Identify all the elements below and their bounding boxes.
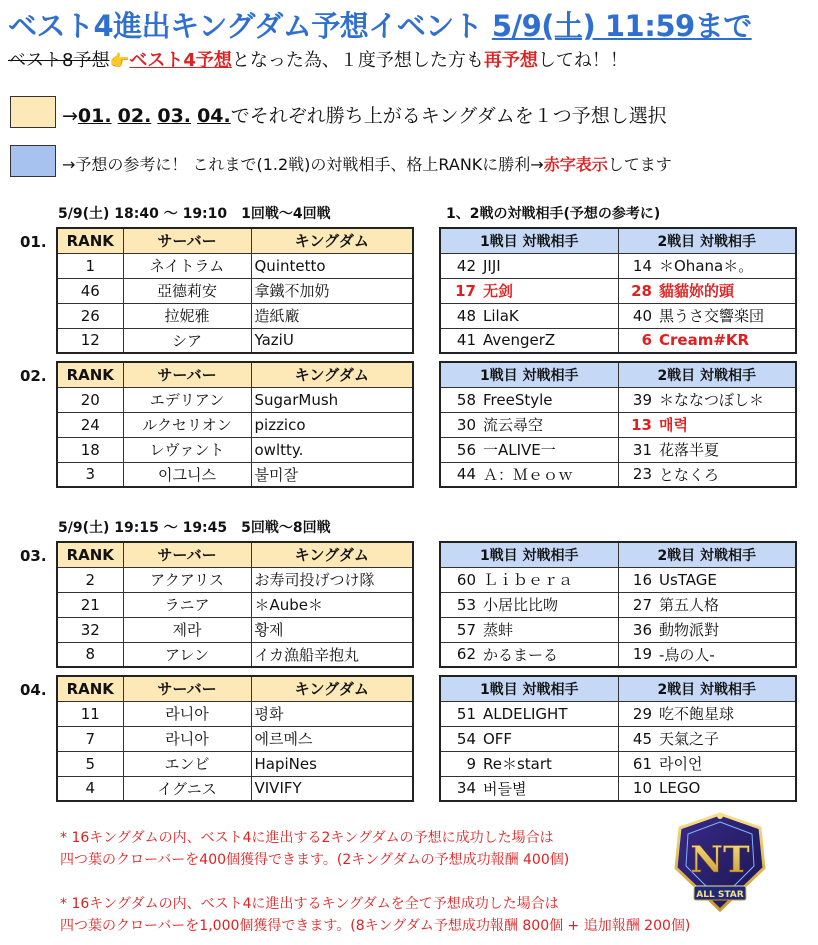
opponent-kingdom: 매력 [656, 412, 796, 437]
group-label: 04. [20, 681, 47, 699]
opponent-kingdom: -鳥の人- [656, 642, 796, 667]
server-header: サーバー [123, 676, 251, 701]
opponent-row [440, 437, 796, 462]
legend-num-04: 04. [197, 105, 231, 127]
rank-cell: 8 [57, 642, 123, 667]
kingdom-header: キングダム [251, 362, 413, 387]
kingdom-cell: YaziU [251, 328, 413, 353]
first-opponent-header: 1戦目 対戦相手 [440, 228, 618, 253]
server-cell: 이그니스 [123, 462, 251, 487]
kingdom-cell: SugarMush [251, 387, 413, 412]
opponent-rank: 17 [440, 278, 480, 303]
first-opponent-header: 1戦目 対戦相手 [440, 676, 618, 701]
second-opponent-header: 2戦目 対戦相手 [618, 676, 796, 701]
notice-end: してね！！ [537, 50, 628, 71]
server-cell: 제라 [123, 617, 251, 642]
opponent-row [440, 776, 796, 801]
opponent-rank: 28 [618, 278, 656, 303]
server-cell: 라니아 [123, 701, 251, 726]
legend-item2-suffix: してます [607, 155, 672, 174]
kingdom-cell: 造紙廠 [251, 303, 413, 328]
legend-item1-text: でそれぞれ勝ち上がるキングダムを１つ予想し選択 [230, 105, 667, 127]
opponent-kingdom: Re＊start [480, 751, 618, 776]
notice-mid: となった為、１度予想した方も [231, 50, 484, 71]
footnote-2-line-1: * 16キングダムの内、ベスト4に進出するキングダムを全て予想成功した場合は [60, 896, 559, 912]
rank-header: RANK [57, 362, 123, 387]
opponent-rank: 54 [440, 726, 480, 751]
kingdom-table [56, 541, 414, 668]
opponent-kingdom: 라이언 [656, 751, 796, 776]
kingdom-cell: 황제 [251, 617, 413, 642]
legend-arrow: → [62, 105, 78, 127]
server-cell: ルクセリオン [123, 412, 251, 437]
opponent-kingdom: JIJI [480, 253, 618, 278]
table-row[interactable] [57, 642, 413, 667]
session-2-label: 5/9(土) 19:15 〜 19:45 5回戦〜8回戦 [58, 520, 331, 536]
opponent-kingdom: Ｌｉｂｅｒａ [480, 567, 618, 592]
opponent-row [440, 642, 796, 667]
opponent-row [440, 726, 796, 751]
first-opponent-header: 1戦目 対戦相手 [440, 362, 618, 387]
opponent-row [440, 412, 796, 437]
opponent-kingdom: UsTAGE [656, 567, 796, 592]
server-cell: アクアリス [123, 567, 251, 592]
opponent-table [439, 361, 797, 488]
kingdom-header: キングダム [251, 228, 413, 253]
legend-num-02: 02. [117, 105, 152, 127]
opponent-rank: 10 [618, 776, 656, 801]
kingdom-cell: ＊Aube＊ [251, 592, 413, 617]
kingdom-cell: pizzico [251, 412, 413, 437]
server-cell: 拉妮雅 [123, 303, 251, 328]
second-opponent-header: 2戦目 対戦相手 [618, 362, 796, 387]
second-opponent-header: 2戦目 対戦相手 [618, 542, 796, 567]
opponent-row [440, 328, 796, 353]
opponent-rank: 56 [440, 437, 480, 462]
legend-yellow-text [62, 101, 667, 128]
opponent-rank: 53 [440, 592, 480, 617]
legend-num-01: 01. [77, 105, 112, 127]
table-row[interactable] [57, 592, 413, 617]
opponent-kingdom: LilaK [480, 303, 618, 328]
opponent-kingdom: 花落半夏 [656, 437, 796, 462]
server-cell: 라니아 [123, 726, 251, 751]
opponent-kingdom: 第五人格 [656, 592, 796, 617]
server-cell: アレン [123, 642, 251, 667]
rank-cell: 46 [57, 278, 123, 303]
server-cell: エデリアン [123, 387, 251, 412]
opponent-row [440, 567, 796, 592]
opponent-kingdom: 无剑 [480, 278, 618, 303]
kingdom-cell: イカ漁船辛抱丸 [251, 642, 413, 667]
title-deadline: 5/9(土) 11:59まで [491, 9, 752, 43]
opponent-row [440, 751, 796, 776]
opponent-row [440, 592, 796, 617]
opponent-rank: 44 [440, 462, 480, 487]
rank-header: RANK [57, 542, 123, 567]
group-label: 01. [20, 233, 47, 251]
opponent-kingdom: かるまーる [480, 642, 618, 667]
legend-yellow-swatch [10, 96, 56, 128]
footnote-2 [60, 893, 690, 937]
opponent-table [439, 227, 797, 354]
server-cell: イグニス [123, 776, 251, 801]
rank-cell: 4 [57, 776, 123, 801]
opponent-row [440, 253, 796, 278]
opponent-kingdom: ALDELIGHT [480, 701, 618, 726]
opponent-kingdom: ＊Ohana＊。 [656, 253, 796, 278]
opponent-kingdom: 黒うさ交響楽団 [656, 303, 796, 328]
rank-header: RANK [57, 228, 123, 253]
table-row[interactable] [57, 776, 413, 801]
notice-line [8, 46, 628, 72]
session-1-label: 5/9(土) 18:40 〜 19:10 1回戦〜4回戦 [58, 206, 331, 222]
first-opponent-header: 1戦目 対戦相手 [440, 542, 618, 567]
opponent-kingdom: 流云尋空 [480, 412, 618, 437]
rank-cell: 3 [57, 462, 123, 487]
rank-cell: 11 [57, 701, 123, 726]
table-row[interactable] [57, 726, 413, 751]
notice-red: 再予想 [483, 50, 538, 71]
server-header: サーバー [123, 362, 251, 387]
opponent-kingdom: 蒸蚌 [480, 617, 618, 642]
table-row[interactable] [57, 387, 413, 412]
notice-highlight: ベスト4予想 [129, 50, 232, 71]
opponent-row [440, 701, 796, 726]
server-cell: ネイトラム [123, 253, 251, 278]
opponent-rank: 60 [440, 567, 480, 592]
rank-cell: 20 [57, 387, 123, 412]
rank-header: RANK [57, 676, 123, 701]
kingdom-table [56, 675, 414, 802]
opponent-kingdom: 天氣之子 [656, 726, 796, 751]
server-cell: 亞德莉安 [123, 278, 251, 303]
opponent-rank: 39 [618, 387, 656, 412]
opponent-kingdom: ＊ななつぼし＊ [656, 387, 796, 412]
table-row[interactable] [57, 617, 413, 642]
opponent-rank: 19 [618, 642, 656, 667]
table-row[interactable] [57, 303, 413, 328]
opponent-rank: 57 [440, 617, 480, 642]
opponent-table [439, 541, 797, 668]
server-cell: レヴァント [123, 437, 251, 462]
opponent-rank: 31 [618, 437, 656, 462]
legend-item2-red: 赤字表示 [543, 155, 608, 174]
opponent-kingdom: となくろ [656, 462, 796, 487]
table-row[interactable] [57, 253, 413, 278]
opponent-kingdom: 小居比比吻 [480, 592, 618, 617]
opponent-kingdom: Cream#KR [656, 328, 796, 353]
table-row[interactable] [57, 328, 413, 353]
second-opponent-header: 2戦目 対戦相手 [618, 228, 796, 253]
opponent-kingdom: 버들별 [480, 776, 618, 801]
notice-struck: ベスト8予想 [8, 50, 110, 71]
opponent-rank: 40 [618, 303, 656, 328]
server-header: サーバー [123, 542, 251, 567]
title-main: ベスト4進出キングダム予想イベント [8, 9, 492, 43]
rank-cell: 12 [57, 328, 123, 353]
footnote-1 [60, 827, 569, 871]
opponent-rank: 58 [440, 387, 480, 412]
server-header: サーバー [123, 228, 251, 253]
server-cell: シア [123, 328, 251, 353]
server-cell: ラニア [123, 592, 251, 617]
nt-all-star-logo [664, 808, 776, 918]
opponent-rank: 42 [440, 253, 480, 278]
footnote-2-line-2: 四つ葉のクローバーを1,000個獲得できます。(8キングダム予想成功報酬 800個 + 追加報酬 200個) [60, 918, 691, 934]
rank-cell: 32 [57, 617, 123, 642]
rank-cell: 24 [57, 412, 123, 437]
footnote-1-line-1: * 16キングダムの内、ベスト4に進出する2キングダムの予想に成功した場合は [60, 830, 554, 846]
legend-item2-prefix: →予想の参考に！ これまで(1.2戦)の対戦相手、格上RANKに勝利→ [62, 155, 544, 174]
rank-cell: 18 [57, 437, 123, 462]
kingdom-table [56, 361, 414, 488]
table-row[interactable] [57, 567, 413, 592]
rank-cell: 7 [57, 726, 123, 751]
opponent-rank: 16 [618, 567, 656, 592]
opponent-rank: 29 [618, 701, 656, 726]
footnote-1-line-2: 四つ葉のクローバーを400個獲得できます。(2キングダムの予想成功報酬 400個) [60, 852, 570, 868]
opponent-rank: 41 [440, 328, 480, 353]
rank-cell: 1 [57, 253, 123, 278]
opponent-rank: 61 [618, 751, 656, 776]
opponent-kingdom: 貓貓妳的頭 [656, 278, 796, 303]
opponent-row [440, 617, 796, 642]
opponent-kingdom: 一ALIVE一 [480, 437, 618, 462]
table-row[interactable] [57, 462, 413, 487]
opponent-kingdom: Ａ：Ｍｅｏｗ [480, 462, 618, 487]
opponent-rank: 9 [440, 751, 480, 776]
logo-banner: ALL STAR [696, 890, 744, 900]
logo-letters: NT [690, 839, 750, 881]
legend-num-03: 03. [157, 105, 192, 127]
rank-cell: 5 [57, 751, 123, 776]
kingdom-cell: 평화 [251, 701, 413, 726]
kingdom-cell: VIVIFY [251, 776, 413, 801]
kingdom-cell: お寿司投げつけ隊 [251, 567, 413, 592]
opponent-rank: 36 [618, 617, 656, 642]
group-label: 03. [20, 547, 47, 565]
rank-cell: 26 [57, 303, 123, 328]
opponent-table [439, 675, 797, 802]
reference-heading: 1、2戦の対戦相手(予想の参考に) [446, 206, 661, 222]
group-label: 02. [20, 367, 47, 385]
opponent-rank: 45 [618, 726, 656, 751]
kingdom-table [56, 227, 414, 354]
table-row[interactable] [57, 278, 413, 303]
opponent-row [440, 387, 796, 412]
opponent-rank: 48 [440, 303, 480, 328]
opponent-rank: 23 [618, 462, 656, 487]
nt-all-star-emblem-icon [664, 808, 776, 918]
opponent-row [440, 303, 796, 328]
opponent-rank: 30 [440, 412, 480, 437]
opponent-rank: 34 [440, 776, 480, 801]
legend-blue-text [62, 152, 672, 175]
kingdom-header: キングダム [251, 542, 413, 567]
opponent-kingdom: OFF [480, 726, 618, 751]
rank-cell: 21 [57, 592, 123, 617]
legend-blue-swatch [10, 145, 56, 177]
opponent-rank: 6 [618, 328, 656, 353]
server-cell: エンビ [123, 751, 251, 776]
opponent-kingdom: LEGO [656, 776, 796, 801]
opponent-kingdom: AvengerZ [480, 328, 618, 353]
kingdom-cell: Quintetto [251, 253, 413, 278]
kingdom-cell: 拿鐵不加奶 [251, 278, 413, 303]
kingdom-header: キングダム [251, 676, 413, 701]
rank-cell: 2 [57, 567, 123, 592]
opponent-row [440, 462, 796, 487]
kingdom-cell: HapiNes [251, 751, 413, 776]
opponent-row [440, 278, 796, 303]
kingdom-cell: 불미잘 [251, 462, 413, 487]
opponent-rank: 13 [618, 412, 656, 437]
opponent-rank: 14 [618, 253, 656, 278]
opponent-rank: 62 [440, 642, 480, 667]
page-title [8, 4, 752, 45]
table-row[interactable] [57, 437, 413, 462]
pointing-hand-icon: 👉 [109, 51, 130, 70]
opponent-rank: 27 [618, 592, 656, 617]
opponent-rank: 51 [440, 701, 480, 726]
table-row[interactable] [57, 701, 413, 726]
opponent-kingdom: 吃不飽星球 [656, 701, 796, 726]
kingdom-cell: owltty. [251, 437, 413, 462]
opponent-kingdom: 動物派對 [656, 617, 796, 642]
table-row[interactable] [57, 412, 413, 437]
table-row[interactable] [57, 751, 413, 776]
opponent-kingdom: FreeStyle [480, 387, 618, 412]
kingdom-cell: 에르메스 [251, 726, 413, 751]
